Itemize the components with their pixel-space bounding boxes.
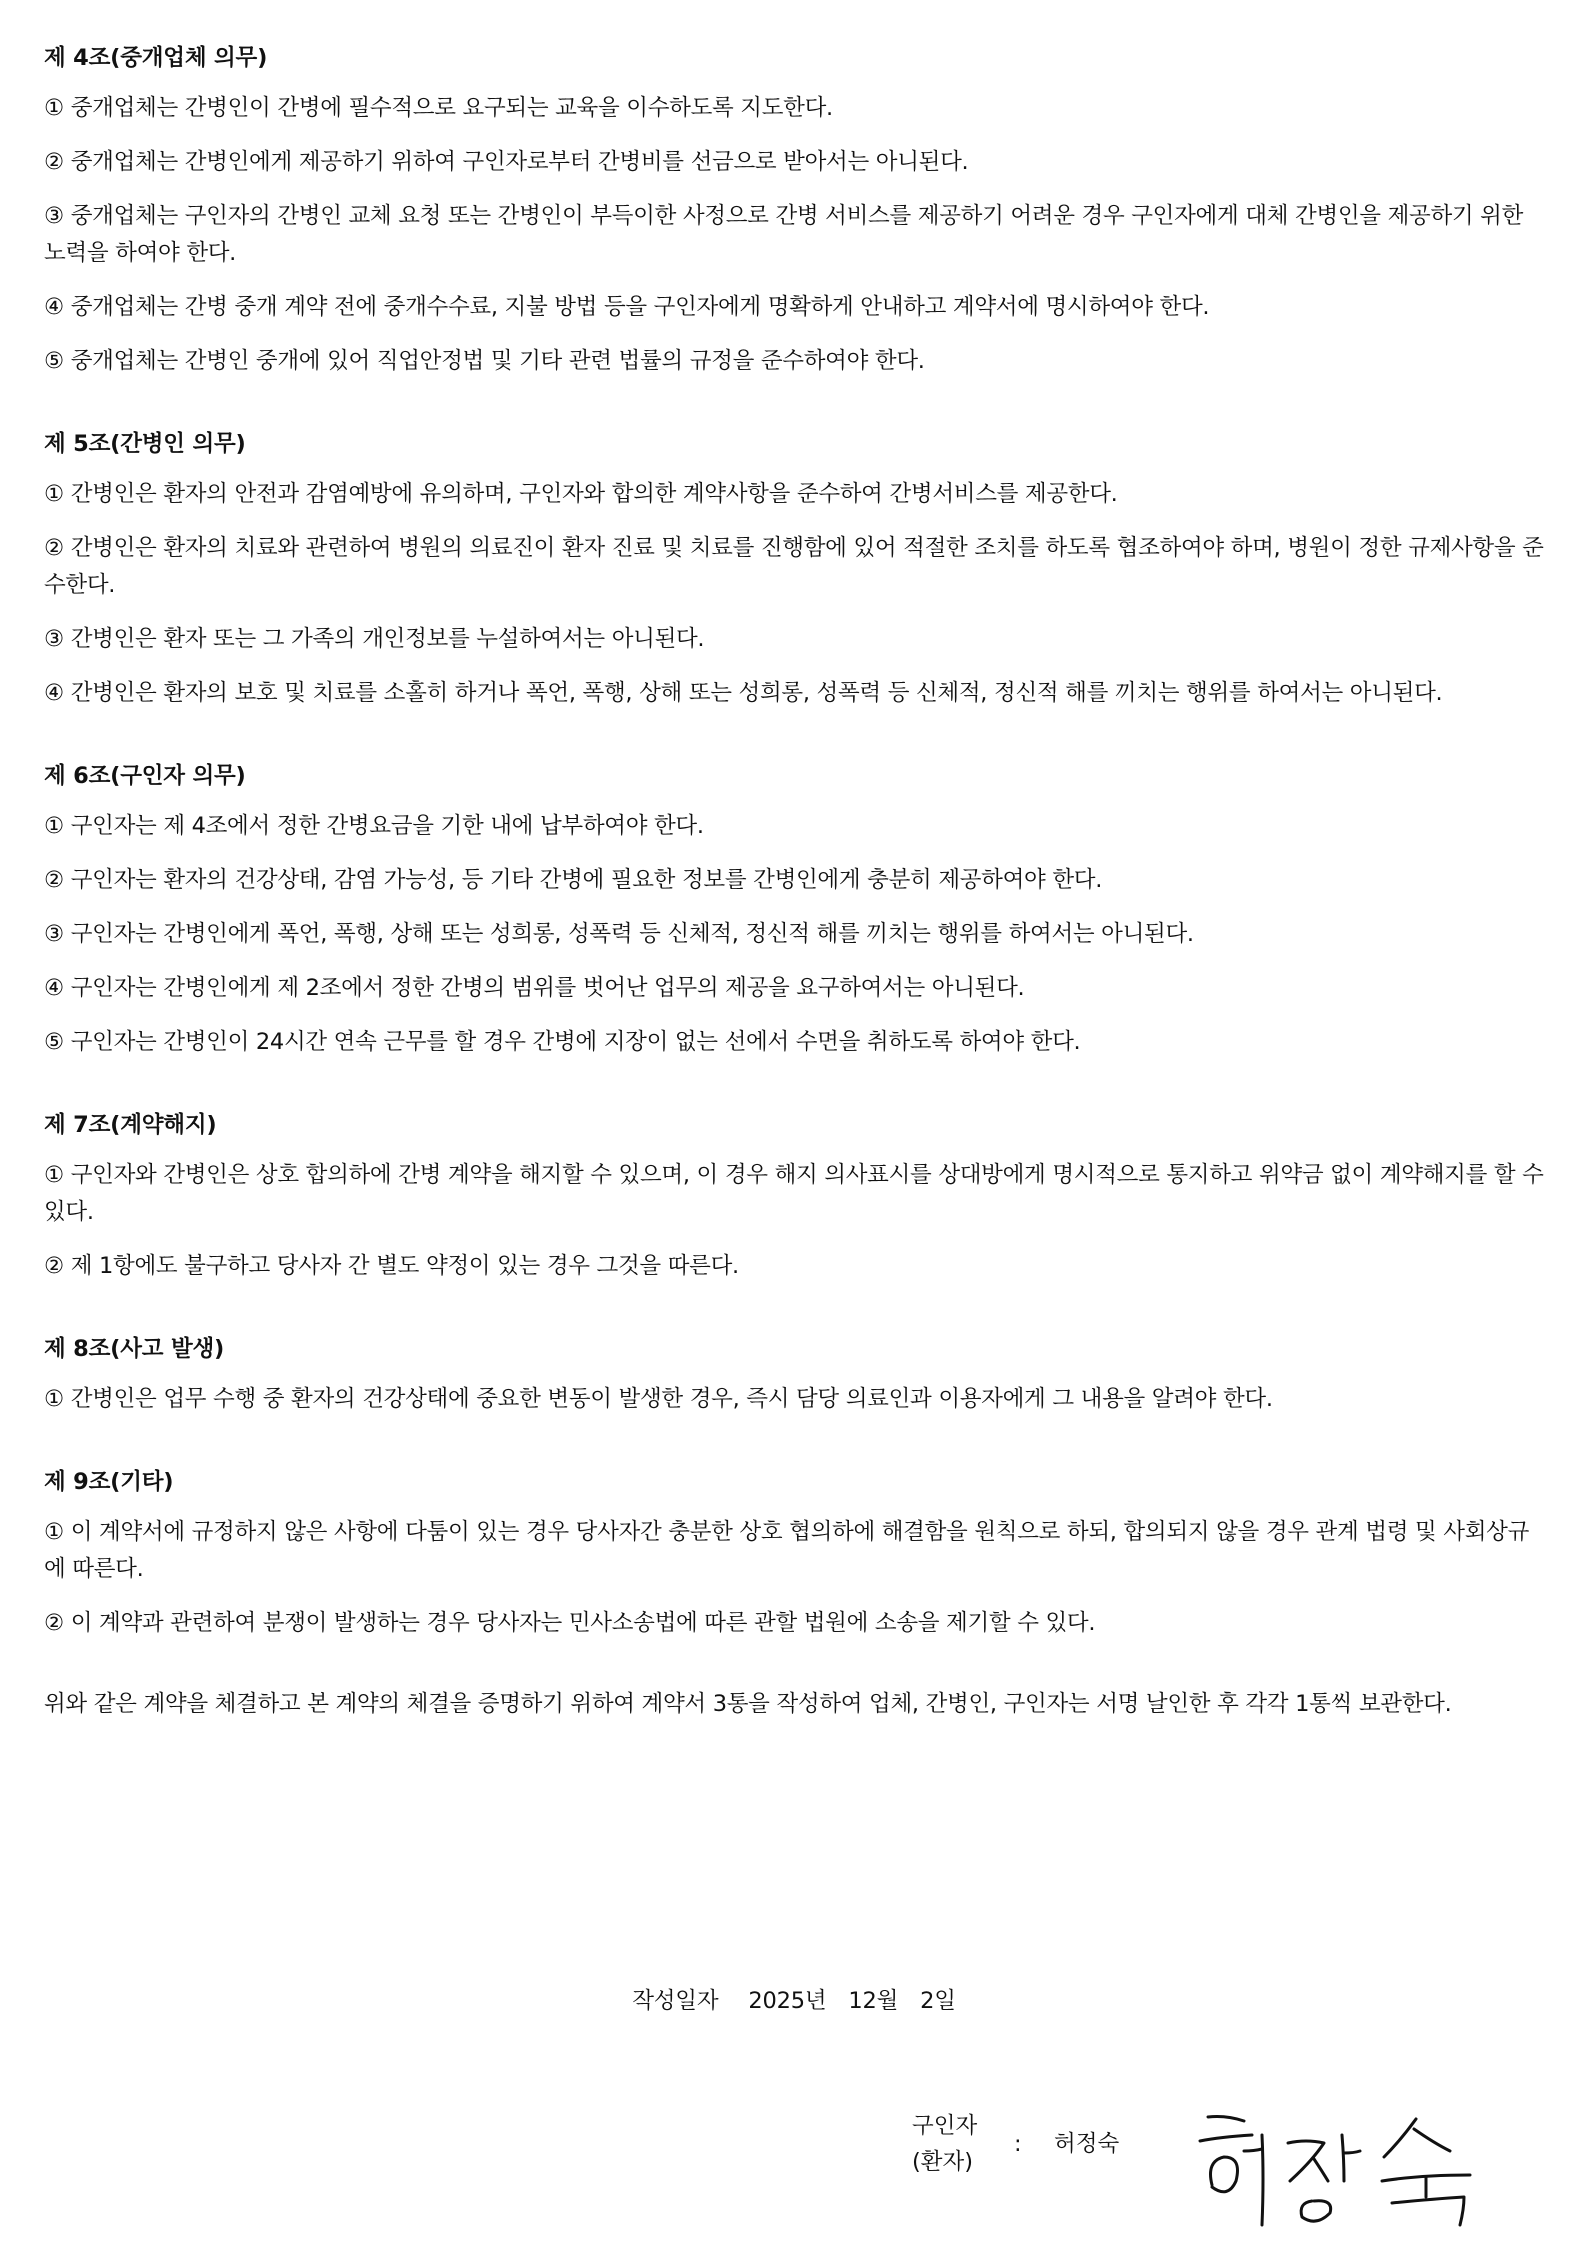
signatory-colon: :: [1014, 2131, 1022, 2157]
signatory-name: 허정숙: [1054, 2131, 1120, 2157]
article-title: 제 4조(중개업체 의무): [44, 45, 268, 71]
date-year: 2025년: [748, 1988, 827, 2014]
date-month: 12월: [848, 1988, 899, 2014]
clause-text: ① 간병인은 환자의 안전과 감염예방에 유의하며, 구인자와 합의한 계약사항을 준수하여 간병서비스를 제공한다.: [44, 481, 1118, 507]
clause-text: ② 중개업체는 간병인에게 제공하기 위하여 구인자로부터 간병비를 선금으로 받아서는 아니된다.: [44, 149, 969, 175]
clause-text: ① 간병인은 업무 수행 중 환자의 건강상태에 중요한 변동이 발생한 경우, 즉시 담당 의료인과 이용자에게 그 내용을 알려야 한다.: [44, 1386, 1273, 1412]
handwritten-signature: [1188, 2085, 1518, 2245]
article-title: 제 8조(사고 발생): [44, 1336, 225, 1362]
article-9: [44, 1462, 1544, 1642]
article-5: [44, 424, 1544, 712]
signatory-role-line2: (환자): [912, 2149, 974, 2175]
article-4: [44, 38, 1544, 380]
date-line: [0, 1983, 1588, 2019]
clause-text: ① 중개업체는 간병인이 간병에 필수적으로 요구되는 교육을 이수하도록 지도한다.: [44, 95, 833, 121]
clause-text: ④ 구인자는 간병인에게 제 2조에서 정한 간병의 범위를 벗어난 업무의 제공을 요구하여서는 아니된다.: [44, 975, 1025, 1001]
clause-text: ② 간병인은 환자의 치료와 관련하여 병원의 의료진이 환자 진료 및 치료를 진행함에 있어 적절한 조치를 하도록 협조하여야 하며, 병원이 정한 규제사항을 준수한다.: [44, 535, 1544, 598]
article-8: [44, 1329, 1544, 1418]
clause-text: ④ 간병인은 환자의 보호 및 치료를 소홀히 하거나 폭언, 폭행, 상해 또는 성희롱, 성폭력 등 신체적, 정신적 해를 끼치는 행위를 하여서는 아니된다.: [44, 680, 1443, 706]
clause-text: ① 구인자는 제 4조에서 정한 간병요금을 기한 내에 납부하여야 한다.: [44, 813, 704, 839]
date-label: 작성일자: [632, 1988, 719, 2014]
clause-text: ② 구인자는 환자의 건강상태, 감염 가능성, 등 기타 간병에 필요한 정보를 간병인에게 충분히 제공하여야 한다.: [44, 867, 1103, 893]
clause-text: ⑤ 구인자는 간병인이 24시간 연속 근무를 할 경우 간병에 지장이 없는 선에서 수면을 취하도록 하여야 한다.: [44, 1029, 1081, 1055]
clause-text: ① 구인자와 간병인은 상호 합의하에 간병 계약을 해지할 수 있으며, 이 경우 해지 의사표시를 상대방에게 명시적으로 통지하고 위약금 없이 계약해지를 할 수 있다.: [44, 1162, 1544, 1225]
article-title: 제 7조(계약해지): [44, 1112, 217, 1138]
clause-text: ② 이 계약과 관련하여 분쟁이 발생하는 경우 당사자는 민사소송법에 따른 관할 법원에 소송을 제기할 수 있다.: [44, 1610, 1096, 1636]
clause-text: ② 제 1항에도 불구하고 당사자 간 별도 약정이 있는 경우 그것을 따른다.: [44, 1253, 739, 1279]
clause-text: ③ 구인자는 간병인에게 폭언, 폭행, 상해 또는 성희롱, 성폭력 등 신체적, 정신적 해를 끼치는 행위를 하여서는 아니된다.: [44, 921, 1194, 947]
closing-statement: 위와 같은 계약을 체결하고 본 계약의 체결을 증명하기 위하여 계약서 3통을 작성하여 업체, 간병인, 구인자는 서명 날인한 후 각각 1통씩 보관한다.: [44, 1691, 1452, 1717]
signatory-role: [912, 2108, 1002, 2180]
clause-text: ④ 중개업체는 간병 중개 계약 전에 중개수수료, 지불 방법 등을 구인자에게 명확하게 안내하고 계약서에 명시하여야 한다.: [44, 294, 1210, 320]
article-title: 제 6조(구인자 의무): [44, 763, 246, 789]
date-day: 2일: [920, 1988, 956, 2014]
article-title: 제 5조(간병인 의무): [44, 431, 246, 457]
signatory-role-line1: 구인자: [912, 2113, 978, 2139]
contract-document: [44, 38, 1544, 1723]
clause-text: ③ 간병인은 환자 또는 그 가족의 개인정보를 누설하여서는 아니된다.: [44, 626, 705, 652]
clause-text: ③ 중개업체는 구인자의 간병인 교체 요청 또는 간병인이 부득이한 사정으로 간병 서비스를 제공하기 어려운 경우 구인자에게 대체 간병인을 제공하기 위한 노력을 하여야 한다.: [44, 203, 1524, 266]
article-title: 제 9조(기타): [44, 1469, 174, 1495]
article-7: [44, 1105, 1544, 1285]
article-6: [44, 756, 1544, 1061]
clause-text: ⑤ 중개업체는 간병인 중개에 있어 직업안정법 및 기타 관련 법률의 규정을 준수하여야 한다.: [44, 348, 925, 374]
clause-text: ① 이 계약서에 규정하지 않은 사항에 다툼이 있는 경우 당사자간 충분한 상호 협의하에 해결함을 원칙으로 하되, 합의되지 않을 경우 관계 법령 및 사회상규에 따른다.: [44, 1519, 1530, 1582]
